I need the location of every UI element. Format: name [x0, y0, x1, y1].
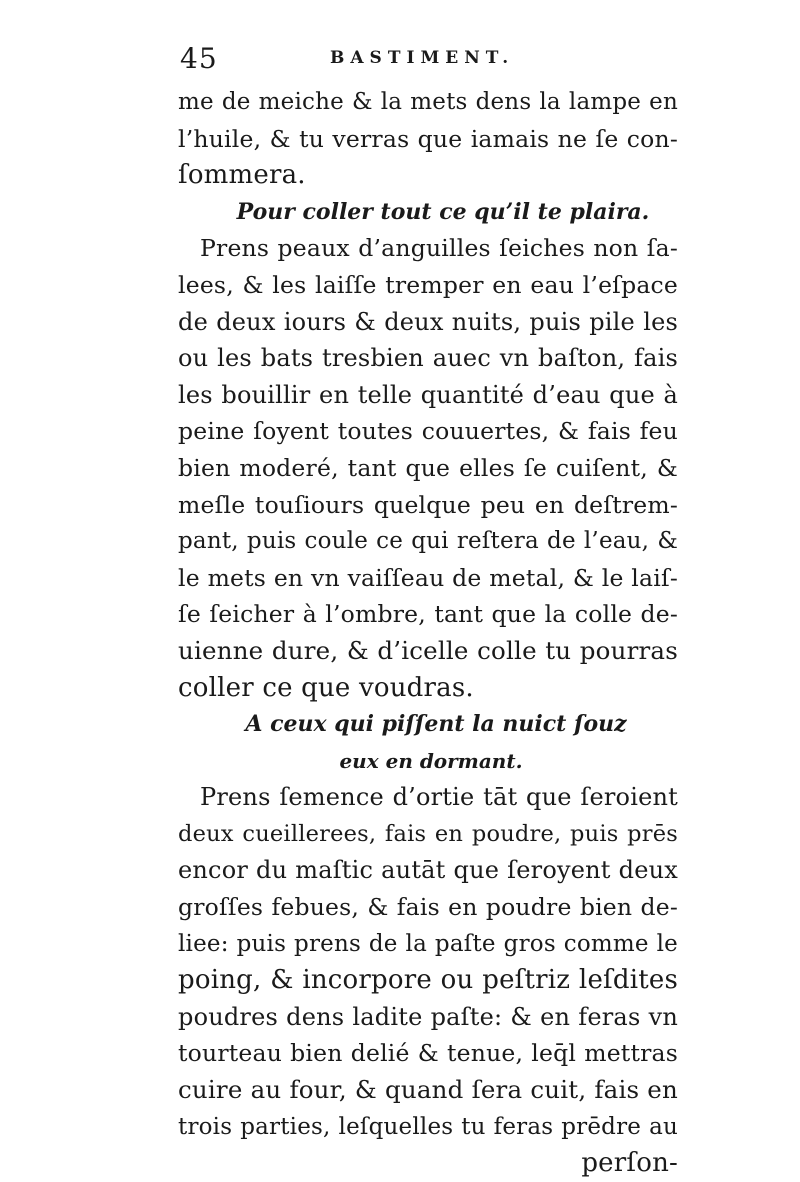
text-line: poing, & incorpore ou peſtriz leſdites [178, 965, 678, 996]
text-line: me de meiche & la mets dens la lampe en [178, 89, 678, 115]
text-line: groſſes febues, & fais en poudre bien de- [178, 893, 678, 922]
text-line: tourteau bien delié & tenue, leq̄l mettras [178, 1039, 678, 1068]
text-line: Prens peaux d’anguilles ſeiches non ſa- [200, 234, 678, 263]
text-line: Prens ſemence d’ortie tāt que ſeroient [200, 783, 678, 812]
text-line: encor du maſtic autāt que ſeroyent deux [178, 856, 678, 885]
text-line: ou les bats tresbien auec vn baſton, fais [178, 344, 678, 373]
text-line: deux cueillerees, fais en poudre, puis prēs [178, 820, 678, 847]
text-line: meſle touſiours quelque peu en deſtrem- [178, 490, 678, 519]
running-head: BASTIMENT. [330, 48, 515, 68]
text-line: le mets en vn vaiſſeau de metal, & le laiſ- [178, 563, 678, 592]
text-line: peine ſoyent toutes couuertes, & fais feu [178, 417, 678, 446]
text-line: les bouillir en telle quantité d’eau que à [178, 380, 678, 409]
text-line: cuire au four, & quand ſera cuit, fais en [178, 1075, 678, 1105]
text-line: ſommera. [178, 160, 306, 191]
page-header [180, 42, 680, 82]
text-line: lees, & les laiſſe tremper en eau l’eſpace [178, 270, 678, 299]
text-line: coller ce que voudras. [178, 672, 474, 703]
text-line: pant, puis coule ce qui reſtera de l’eau, & [178, 528, 678, 555]
text-line: bien moderé, tant que elles ſe cuiſent, & [178, 453, 678, 482]
text-line: liee: puis prens de la paſte gros comme le [178, 930, 678, 957]
text-line: uienne dure, & d’icelle colle tu pourras [178, 635, 678, 665]
page-number: 45 [180, 42, 218, 75]
text-line: poudres dens ladite paſte: & en feras vn [178, 1002, 678, 1031]
text-body [178, 84, 678, 1182]
text-line: l’huile, & tu verras que iamais ne ſe con- [178, 124, 678, 153]
text-line: ſe ſeicher à l’ombre, tant que la colle de- [178, 600, 678, 629]
section-heading: Pour coller tout ce qu’il te plaira. [236, 198, 650, 225]
text-line: trois parties, leſquelles tu feras prēdre au [178, 1113, 678, 1140]
catchword: perſon- [581, 1148, 678, 1179]
section-heading: A ceux qui piſſent la nuict ſouz [245, 711, 627, 738]
section-heading-continued: eux en dormant. [339, 748, 523, 773]
text-line: de deux iours & deux nuits, puis pile les [178, 307, 678, 336]
